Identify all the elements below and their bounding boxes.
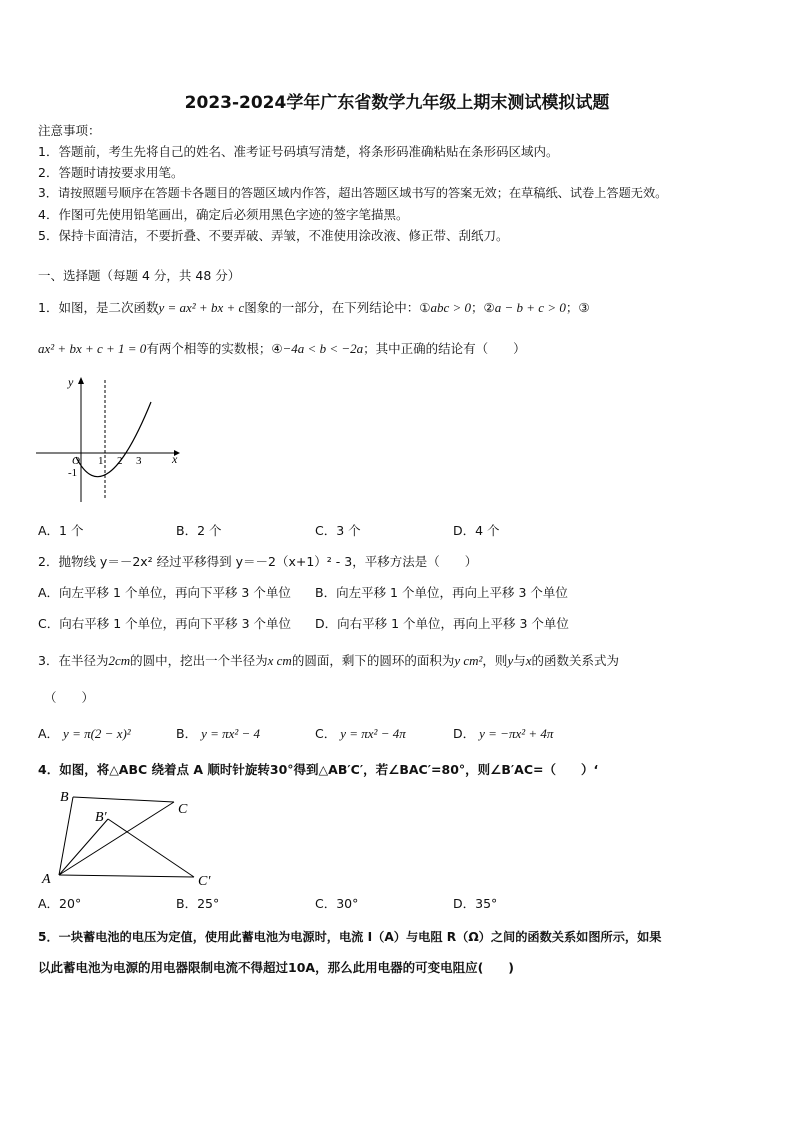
q3-option-c-expr: y = πx² − 4π <box>340 726 406 741</box>
notice-item: 1．答题前，考生先将自己的姓名、准考证号码填写清楚，将条形码准确粘贴在条形码区域内。 <box>38 144 559 159</box>
q3-x: x cm <box>267 653 292 668</box>
q3-option-d-label: D． <box>453 726 476 741</box>
origin-label: O <box>72 455 80 467</box>
tick-label-1: 1 <box>98 455 104 467</box>
page-title: 2023-2024学年广东省数学九年级上期末测试模拟试题 <box>184 93 610 113</box>
q1-sep: ；③ <box>565 300 590 315</box>
q3-option-d-expr: y = −πx² + 4π <box>479 726 554 741</box>
notice-item: 5．保持卡面清洁，不要折叠、不要弄破、弄皱，不准使用涂改液、修正带、刮纸刀。 <box>38 228 509 243</box>
q3-text: 与 <box>513 653 526 668</box>
q2-option-b[interactable]: B．向左平移 1 个单位，再向上平移 3 个单位 <box>315 585 568 600</box>
question-1-stem-cont <box>38 339 526 357</box>
q1-option-d[interactable]: D．4 个 <box>453 523 500 538</box>
q1-conclusion-1: abc > 0 <box>430 300 472 315</box>
q3-xvar: x <box>525 653 532 668</box>
point-c-label: C <box>178 802 188 817</box>
tick-label-2: 2 <box>117 455 123 467</box>
segment-bc-prime <box>108 819 194 877</box>
q4-option-b[interactable]: B．25° <box>176 896 220 911</box>
q1-option-a[interactable]: A．1 个 <box>38 523 84 538</box>
q3-option-b[interactable] <box>176 724 260 742</box>
q1-option-b[interactable]: B．2 个 <box>176 523 222 538</box>
q3-option-a-expr: y = π(2 − x)² <box>63 726 131 741</box>
q1-sep: ；② <box>471 300 495 315</box>
q3-text: 3．在半径为 <box>38 653 109 668</box>
q3-option-c-label: C． <box>315 726 337 741</box>
question-1-stem <box>38 298 590 316</box>
q3-option-b-label: B． <box>176 726 198 741</box>
y-axis-arrow-icon <box>78 377 84 384</box>
q1-mid: 图象的一部分，在下列结论中：① <box>244 300 431 315</box>
segment-ac-prime <box>59 875 194 877</box>
triangle-rotation-figure <box>36 785 226 891</box>
q1-mid3: 有两个相等的实数根；④ <box>146 341 283 356</box>
q3-option-a[interactable] <box>38 724 131 742</box>
y-label: y <box>68 375 74 389</box>
notice-item: 3．请按照题号顺序在答题卡各题目的答题区域内作答，超出答题区域书写的答案无效；在草稿纸、试卷上答题无效。 <box>38 186 668 200</box>
q3-option-a-label: A． <box>38 726 60 741</box>
q2-option-d[interactable]: D．向右平移 1 个单位，再向上平移 3 个单位 <box>315 616 569 631</box>
segment-ab <box>59 797 73 875</box>
q3-text: 的函数关系式为 <box>531 653 620 668</box>
q3-text: 的圆中，挖出一个半径为 <box>130 653 268 668</box>
point-c-prime-label: C′ <box>198 874 211 889</box>
tick-label-3: 3 <box>136 455 142 467</box>
q3-text: 的圆面，剩下的圆环的面积为 <box>291 653 455 668</box>
q1-conclusion-2: a − b + c > 0 <box>494 300 566 315</box>
segment-ab-prime <box>59 819 108 875</box>
q1-conclusion-3: ax² + bx + c + 1 = 0 <box>38 341 147 356</box>
question-4-stem: 4．如图，将△ABC 绕着点 A 顺时针旋转30°得到△AB′C′，若∠BAC′=80°，则∠B′AC=（ ）‘ <box>38 762 599 777</box>
parabola-graph <box>36 372 186 507</box>
point-a-label: A <box>42 872 51 887</box>
point-b-label: B <box>60 790 69 805</box>
q3-radius: 2cm <box>108 653 131 668</box>
question-3-stem <box>38 651 619 669</box>
q4-option-a[interactable]: A．20° <box>38 896 82 911</box>
q1-option-c[interactable]: C．3 个 <box>315 523 361 538</box>
x-label: x <box>172 452 178 466</box>
q2-option-c[interactable]: C．向右平移 1 个单位，再向下平移 3 个单位 <box>38 616 292 631</box>
question-2-stem: 2．抛物线 y＝－2x² 经过平移得到 y＝－2（x+1）² - 3，平移方法是（ ） <box>38 554 478 569</box>
q3-option-c[interactable] <box>315 724 406 742</box>
q1-conclusion-4: −4a < b < −2a <box>282 341 364 356</box>
question-5-stem: 5．一块蓄电池的电压为定值，使用此蓄电池为电源时，电流 I（A）与电阻 R（Ω）之间的函数关系如图所示，如果 <box>38 930 662 944</box>
q4-option-d[interactable]: D．35° <box>453 896 498 911</box>
point-b-prime-label: B′ <box>95 810 107 825</box>
q3-text: ，则 <box>482 653 508 668</box>
notice-item: 2．答题时请按要求用笔。 <box>38 165 184 180</box>
segment-ac <box>59 802 174 875</box>
question-5-stem-cont: 以此蓄电池为电源的用电器限制电流不得超过10A，那么此用电器的可变电阻应( ) <box>38 960 514 975</box>
q3-yvar: y <box>507 653 514 668</box>
q3-paren: （ ） <box>44 690 95 705</box>
notice-heading: 注意事项： <box>38 123 101 138</box>
section-heading: 一、选择题（每题 4 分，共 48 分） <box>38 268 241 283</box>
q1-tail: ；其中正确的结论有（ ） <box>363 341 526 356</box>
notice-item: 4．作图可先使用铅笔画出，确定后必须用黑色字迹的签字笔描黑。 <box>38 207 409 222</box>
q3-option-d[interactable] <box>453 724 553 742</box>
q3-option-b-expr: y = πx² − 4 <box>201 726 261 741</box>
q1-pre: 1．如图，是二次函数 <box>38 300 159 315</box>
q3-y: y cm² <box>454 653 483 668</box>
q4-option-c[interactable]: C．30° <box>315 896 359 911</box>
q2-option-a[interactable]: A．向左平移 1 个单位，再向下平移 3 个单位 <box>38 585 291 600</box>
tick-label-neg1: -1 <box>68 467 78 479</box>
segment-bc <box>73 797 174 802</box>
q1-function: y = ax² + bx + c <box>158 300 245 315</box>
